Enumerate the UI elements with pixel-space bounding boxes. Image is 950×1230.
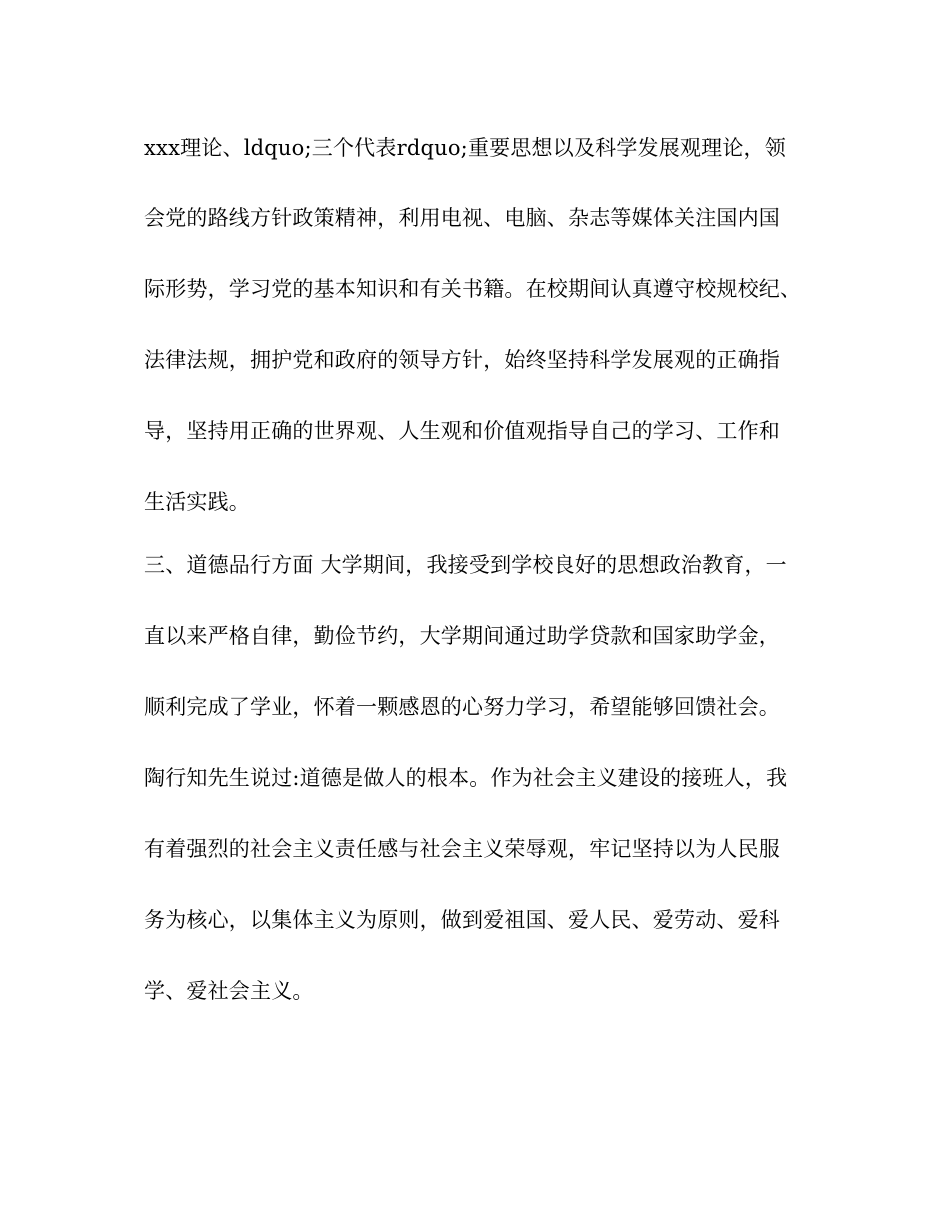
section-heading-line: 三、道德品行方面 大学期间，我接受到学校良好的思想政治教育，一	[144, 553, 787, 577]
text-line: 法律法规，拥护党和政府的领导方针，始终坚持科学发展观的正确指	[144, 348, 780, 372]
text-line: 学、爱社会主义。	[144, 979, 314, 1003]
text-line: 生活实践。	[144, 490, 250, 514]
text-line: xxx理论、ldquo;三个代表rdquo;重要思想以及科学发展观理论，领	[144, 136, 786, 160]
text-line: 陶行知先生说过:道德是做人的根本。作为社会主义建设的接班人，我	[144, 766, 788, 790]
text-line: 务为核心，以集体主义为原则，做到爱祖国、爱人民、爱劳动、爱科	[144, 908, 780, 932]
text-line: 际形势，学习党的基本知识和有关书籍。在校期间认真遵守校规校纪、	[144, 277, 802, 301]
text-line: 顺利完成了学业，怀着一颗感恩的心努力学习，希望能够回馈社会。	[144, 695, 780, 719]
text-line: 导，坚持用正确的世界观、人生观和价值观指导自己的学习、工作和	[144, 419, 780, 443]
text-line: 直以来严格自律，勤俭节约，大学期间通过助学贷款和国家助学金，	[144, 624, 780, 648]
text-line: 有着强烈的社会主义责任感与社会主义荣辱观，牢记坚持以为人民服	[144, 837, 780, 861]
text-line: 会党的路线方针政策精神，利用电视、电脑、杂志等媒体关注国内国	[144, 206, 780, 230]
